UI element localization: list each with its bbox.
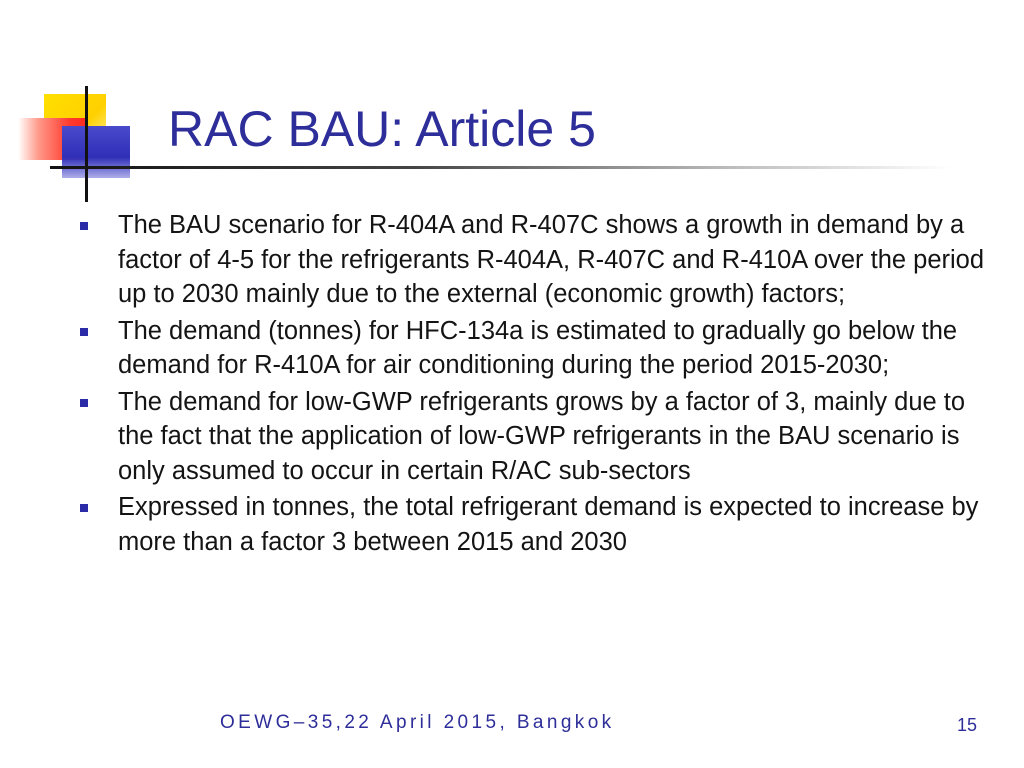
bullet-text: Expressed in tonnes, the total refrigerant demand is expected to increase by more than a factor 3 between 2015 and 2030 xyxy=(118,493,979,556)
bullet-item xyxy=(80,314,995,383)
square-bullet-icon xyxy=(80,399,88,407)
logo-vertical-line xyxy=(85,86,88,202)
square-bullet-icon xyxy=(80,328,88,336)
square-bullet-icon xyxy=(80,504,88,512)
page-number: 15 xyxy=(957,715,978,735)
blue-square xyxy=(62,126,130,178)
bullet-item xyxy=(80,490,995,559)
bullet-text: The BAU scenario for R-404A and R-407C shows a growth in demand by a factor of 4-5 for the refrigerants R-404A, R-407C and R-410A over the period up to 2030 mainly due to the external (economic growth) factors; xyxy=(118,211,985,308)
bullet-list xyxy=(80,208,995,561)
bullet-text: The demand (tonnes) for HFC-134a is estimated to gradually go below the demand for R-410A for air conditioning during the period 2015-2030; xyxy=(118,316,958,379)
bullet-item xyxy=(80,385,995,489)
bullet-text: The demand for low-GWP refrigerants grows by a factor of 3, mainly due to the fact that the application of low-GWP refrigerants in the BAU scenario is only assumed to occur in certain R/AC sub-sectors xyxy=(118,387,966,485)
slide-title: RAC BAU: Article 5 xyxy=(168,101,596,157)
bullet-item xyxy=(80,208,995,312)
square-bullet-icon xyxy=(80,222,88,230)
colored-squares-logo xyxy=(0,80,150,205)
slide-footer: OEWG–35,22 April 2015, Bangkok xyxy=(220,712,615,733)
title-divider xyxy=(52,166,952,169)
